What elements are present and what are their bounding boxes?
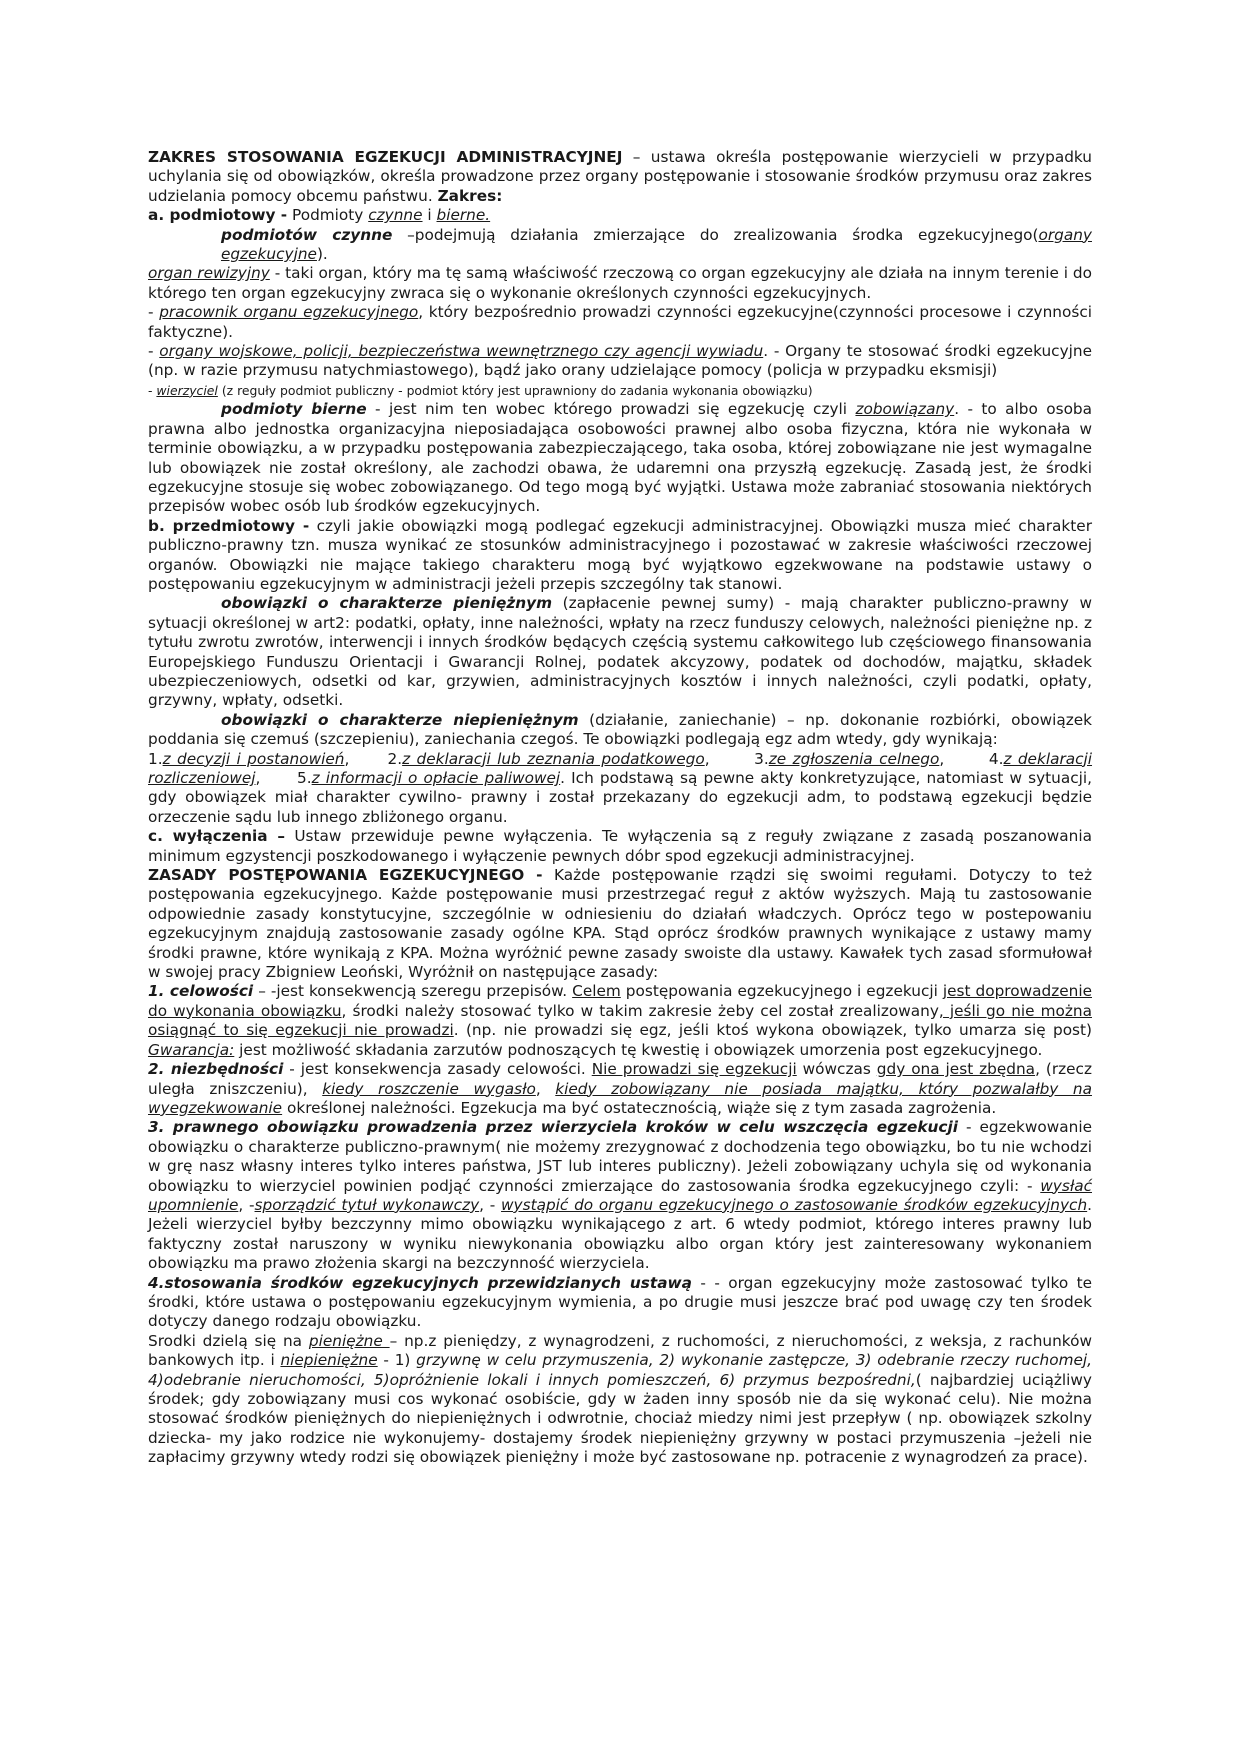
label-celowosci: 1. celowości [148,982,254,1001]
text: - [148,342,160,361]
paragraph-wierzyciel [148,381,1092,400]
term-brak-majatku: kiedy zobowiązany nie posiada majątku, który pozwalałby na wyegzekwowanie [148,1079,1092,1117]
text: (z reguły podmiot publiczny - podmiot który jest uprawniony do zadania wykonania obowiązku) [217,382,813,398]
text: wówczas [796,1060,877,1079]
text: , 3. [704,749,769,768]
text: - [148,382,157,398]
paragraph-podmioty-czynne [148,226,1092,265]
text: (działanie, zaniechanie) – np. dokonanie rozbiórki, obowiązek poddania się czemuś (szczepieniu), zaniechania czegoś. Te obowiązki podlegają egz adm wtedy, gdy wynikają: [148,710,1092,749]
text: - jest konsekwencja zasady celowości. [283,1060,592,1079]
document-page [148,148,1092,1468]
text: Ustaw przewiduje pewne wyłączenia. Te wyłączenia są z reguły związane z zasadą poszanowania minimum egzystencji poszkodowanego i wyłączenie pewnych dóbr spod egzekucji administracyjnej. [148,827,1092,865]
text: , środki należy stosować tylko w takim zakresie żeby cel został zrealizowany [341,1001,939,1020]
label-zakres: Zakres: [437,186,503,205]
list-srodki-niepieniezne: grzywnę w celu przymuszenia, 2) wykonanie zastępcze, 3) odebranie rzeczy ruchomej, 4)odebranie nieruchomości, 5)opróżnienie lokali i innych pomieszczeń, 6) przymus bezpośredni, [148,1351,1092,1389]
paragraph-wylaczenia [148,827,1092,866]
text: jest możliwość składania zarzutów podnoszących tę kwestię i obowiązek umorzenia post egzekucyjnego. [234,1040,1043,1059]
label-podmiotow-czynne: podmiotów czynne [221,225,393,244]
text: - egzekwowanie obowiązku o charakterze publiczno-prawnym( nie możemy zrezygnować z dochodzenia tego obowiązku, bo tu nie wchodzi w grę nasz własny interes tylko interes państwa, JST lub interes publiczny). Jeżeli zobowiązany uchyla się od wykonania obowiązku to wierzyciel powinien podjąć czynności zmierzające do zastosowania środka egzekucyjnego czyli: - [148,1118,1092,1195]
label-srodki-ustawowe: 4.stosowania środków egzekucyjnych przewidzianych ustawą [148,1273,692,1292]
text: ( najbardziej uciążliwy środek; gdy zobowiązany musi cos wykonać osobiście, gdy w żaden inny sposób nie da się wykonać celu). Nie można stosować środków pieniężnych do niepieniężnych i odwrotnie, chociaż miedzy nimi jest przepływ ( np. obowiązek szkolny dziecka- my jako rodzice nie wykonujemy- dostajemy środek niepieniężny grzywny w postaci przymuszenia –jeżeli nie zapłacimy grzywny wtedy rodzi się obowiązek pieniężny i może być zastosowane np. potracenie z wynagrodzeń za prace). [148,1370,1092,1467]
text: – np.z pieniędzy, z wynagrodzeni, z ruchomości, z nieruchomości, z weksja, z rachunków bankowych itp. i [148,1331,1092,1370]
text: ). [316,245,328,264]
term-upomnienie: wysłać upomnienie [148,1176,1092,1214]
heading-zakres-stosowania: ZAKRES STOSOWANIA EGZEKUCJI ADMINISTRACYJNEJ [148,148,623,166]
text: - [148,303,160,322]
text: i [422,206,437,225]
term-celem: Celem [572,982,621,1001]
paragraph-organy-wojskowe [148,342,1092,381]
text: (zapłacenie pewnej sumy) - mają charakter publiczno-prawny w sytuacji określonej w art2: podatki, opłaty, inne należności, wpłaty na rzecz funduszy celowych, należności pieniężne np. z tytułu zwrotu zwrotów, interwencji i innych środków będących częścią systemu całkowitego lub częściowego finansowania Europejskiego Funduszu Orientacji i Gwarancji Rolnej, podatek akcyzowy, podatek od dochodów, majątku, składek ubezpieczeniowych, odsetki od kar, grzywien, administracyjnych kosztów i innych należności, czyli podatki, opłaty, grzywny, wpłaty, odsetki. [148,594,1092,710]
text: , 4. [939,749,1004,768]
term-organy-egzekucyjne: organy egzekucyjne [221,225,1092,264]
paragraph-niezbednosci [148,1060,1092,1118]
heading-zasady-postepowania: ZASADY POSTĘPOWANIA EGZEKUCYJNEGO - [148,866,543,885]
paragraph-przedmiotowy [148,517,1092,595]
term-pracownik-organu: pracownik organu egzekucyjnego [159,303,419,322]
term-czynne: czynne [368,206,423,225]
term-deklaracje-rozliczeniowe: z deklaracji rozliczeniowej [148,749,1093,787]
text: , - [238,1195,255,1214]
term-zobowiazany: zobowiązany [855,400,955,419]
text: – -jest konsekwencją szeregu przepisów. [253,982,573,1001]
term-bierne: bierne. [436,206,491,225]
paragraph-podmiotowy [148,206,1092,225]
text: - 1) [377,1351,417,1370]
term-zgloszenie-celne: ze zgłoszenia celnego [768,749,940,768]
label-wylaczenia: c. wyłączenia – [148,827,286,846]
term-roszczenie-wygaslo: kiedy roszczenie wygasło [322,1079,536,1098]
text: Podmioty [287,206,369,225]
term-wierzyciel: wierzyciel [156,382,218,398]
text: - - organ egzekucyjny może zastosować tylko te środki, które ustawa o postępowaniu egzekucyjnym wymienia, a po drugie musi jeszcze brać pod uwagę czy ten środek dotyczy danego rodzaju obowiązku. [148,1273,1092,1331]
term-oplata-paliwowa: z informacji o opłacie paliwowej [311,769,561,787]
label-obowiazki-niepieniezne: obowiązki o charakterze niepieniężnym [221,710,579,729]
term-pieniezne: pieniężne [308,1331,390,1350]
text: Każde postępowanie rządzi się swoimi regułami. Dotyczy to też postępowania egzekucyjnego. Każde postępowanie musi przestrzegać reguł z aktów wyższych. Mają tu zastosowanie odpowiednie zasady konstytucyjne, szczególnie w odniesieniu do działań władczych. Oprócz tego w postepowaniu egzekucyjnym znajdują zastosowanie zasady ogólne KPA. Stąd oprócz środków prawnych wynikające z ustawy mamy środki prawne, które wynikają z KPA. Można wyróżnić pewne zasady swoiste dla ustawy. Kawałek tych zasad sformułował w swojej pracy Zbigniew Leoński, Wyróżnił on następujące zasady: [148,866,1092,982]
paragraph-podzial-srodkow [148,1332,1092,1468]
text: czyli jakie obowiązki mogą podlegać egzekucji administracyjnej. Obowiązki musza mieć charakter publiczno-prawny tzn. musza wynikać ze stosunków administracyjnego i pozostawać w zakresie właściwości rzeczowej organów. Obowiązki nie mające takiego charakteru mogą być wyjątkowo egzekwowane na podstawie ustawy o postępowaniu egzekucyjnym w administracji jeżeli przepis szczególny tak stanowi. [148,516,1092,593]
text: , - [479,1195,502,1214]
text: . Ich podstawą są pewne akty konkretyzujące, natomiast w sytuacji, gdy obowiązek miał charakter cywilno- prawny i został przekazany do egzekucji adm, to podstawą egzekucji będzie orzeczenie sądu lub innego zbliżonego organu. [148,769,1092,826]
text: . Jeżeli wierzyciel byłby bezczynny mimo obowiązku wynikającego z art. 6 wtedy podmiot, którego interes prawny lub faktyczny został naruszony w wyniku niewykonania obowiązku albo organ który jest zainteresowany wykonaniem obowiązku ma prawo złożenia skargi na bezczynność wierzyciela. [148,1195,1093,1273]
label-podmiotowy: a. podmiotowy - [148,206,288,225]
paragraph-zrodla [148,750,1092,828]
paragraph-intro [148,148,1092,206]
label-obowiazki-pieniezne: obowiązki o charakterze pieniężnym [221,594,553,613]
text: , który bezpośrednio prowadzi czynności egzekucyjne(czynności procesowe i czynności faktyczne). [148,303,1092,341]
term-decyzje: z decyzji i postanowień [162,749,345,768]
paragraph-pieniezne [148,594,1092,710]
text: . - to albo osoba prawna albo jednostka organizacyjna nieposiadająca osobowości prawnej albo osoba fizyczna, która nie wykonała w terminie obowiązku, a w przypadku postępowania zabezpieczającego, taka osoba, której zobowiązane nie jest wymagalne lub obowiązek nie został określony, ale zachodzi obawa, że udaremni ona przyszłą egzekucję. Zasadą jest, że środki egzekucyjne stosuje się wobec zobowiązanego. Od tego mogą być wyjątki. Ustawa może zabraniać stosowania niektórych przepisów wobec osób lub środków egzekucyjnych. [148,400,1093,516]
label-obowiazek-wierzyciela: 3. prawnego obowiązku prowadzenia przez wierzyciela kroków w celu wszczęcia egzekucji [148,1118,958,1137]
term-doprowadzenie: jest doprowadzenie do wykonania obowiązku [148,982,1092,1020]
text: postępowania egzekucyjnego i egzekucji [620,982,943,1001]
text: – ustawa określa postępowanie wierzycieli w przypadku uchylania się od obowiązków, określa prowadzone przez organy postępowanie i stosowanie środków przymusu oraz zakres udzielania pomocy obcemu państwu. [148,148,1093,205]
text: określonej należności. Egzekucja ma być ostatecznością, wiąże się z tym zasada zagrożenia. [282,1098,997,1117]
text: 1. [148,749,163,768]
term-organ-rewizyjny: organ rewizyjny [148,264,270,283]
text: . - Organy te stosować środki egzekucyjne (np. w razie przymusu natychmiastowego), bądź jako orany udzielające pomocy (policja w przypadku eksmisji) [148,342,1092,380]
term-tytul-wykonawczy: sporządzić tytuł wykonawczy [254,1195,480,1214]
text: , [535,1079,556,1098]
text: , 2. [344,749,403,768]
paragraph-srodki-ustawowe [148,1274,1092,1332]
paragraph-organ-rewizyjny [148,264,1092,303]
text: - jest nim ten wobec którego prowadzi się egzekucję czyli [366,400,856,419]
term-niepieniezne: niepieniężne [280,1351,378,1370]
paragraph-obowiazek-wierzyciela [148,1118,1092,1273]
text: –podejmują działania zmierzające do zrealizowania środka egzekucyjnego( [392,225,1039,244]
term-nie-prowadzi: , jeśli go nie można osiągnąć to się egzekucji nie prowadzi [148,1001,1092,1040]
text: - taki organ, który ma tę samą właściwość rzeczową co organ egzekucyjny ale działa na innym terenie i do którego ten organ egzekucyjny zwraca się o wykonanie określonych czynności egzekucyjnych. [148,264,1092,302]
text: , 5. [255,769,312,787]
label-podmioty-bierne: podmioty bierne [221,400,367,419]
paragraph-podmioty-bierne [148,400,1092,516]
paragraph-niepieniezne [148,711,1092,750]
term-deklaracje-podatkowe: z deklaracji lub zeznania podatkowego [402,749,705,768]
term-organy-wojskowe: organy wojskowe, policji, bezpieczeństwa wewnętrznego czy agencji wywiadu [159,342,764,361]
text: , (rzecz uległa zniszczeniu), [148,1060,1093,1098]
paragraph-pracownik [148,303,1092,342]
paragraph-zasady [148,866,1092,982]
term-nie-prowadzi-sie: Nie prowadzi się egzekucji [591,1060,797,1079]
text: . (np. nie prowadzi się egz, jeśli ktoś wykona obowiązek, tylko umarza się post) [453,1021,1092,1040]
term-gwarancja: Gwarancja: [148,1040,235,1059]
paragraph-celowosci [148,982,1092,1060]
label-przedmiotowy: b. przedmiotowy - [148,516,310,535]
text: Srodki dzielą się na [148,1331,309,1350]
label-niezbednosci: 2. niezbędności [148,1060,284,1079]
term-zbedna: gdy ona jest zbędna [876,1060,1036,1079]
term-wystapic-do-organu: wystąpić do organu egzekucyjnego o zastosowanie środków egzekucyjnych [501,1195,1088,1214]
